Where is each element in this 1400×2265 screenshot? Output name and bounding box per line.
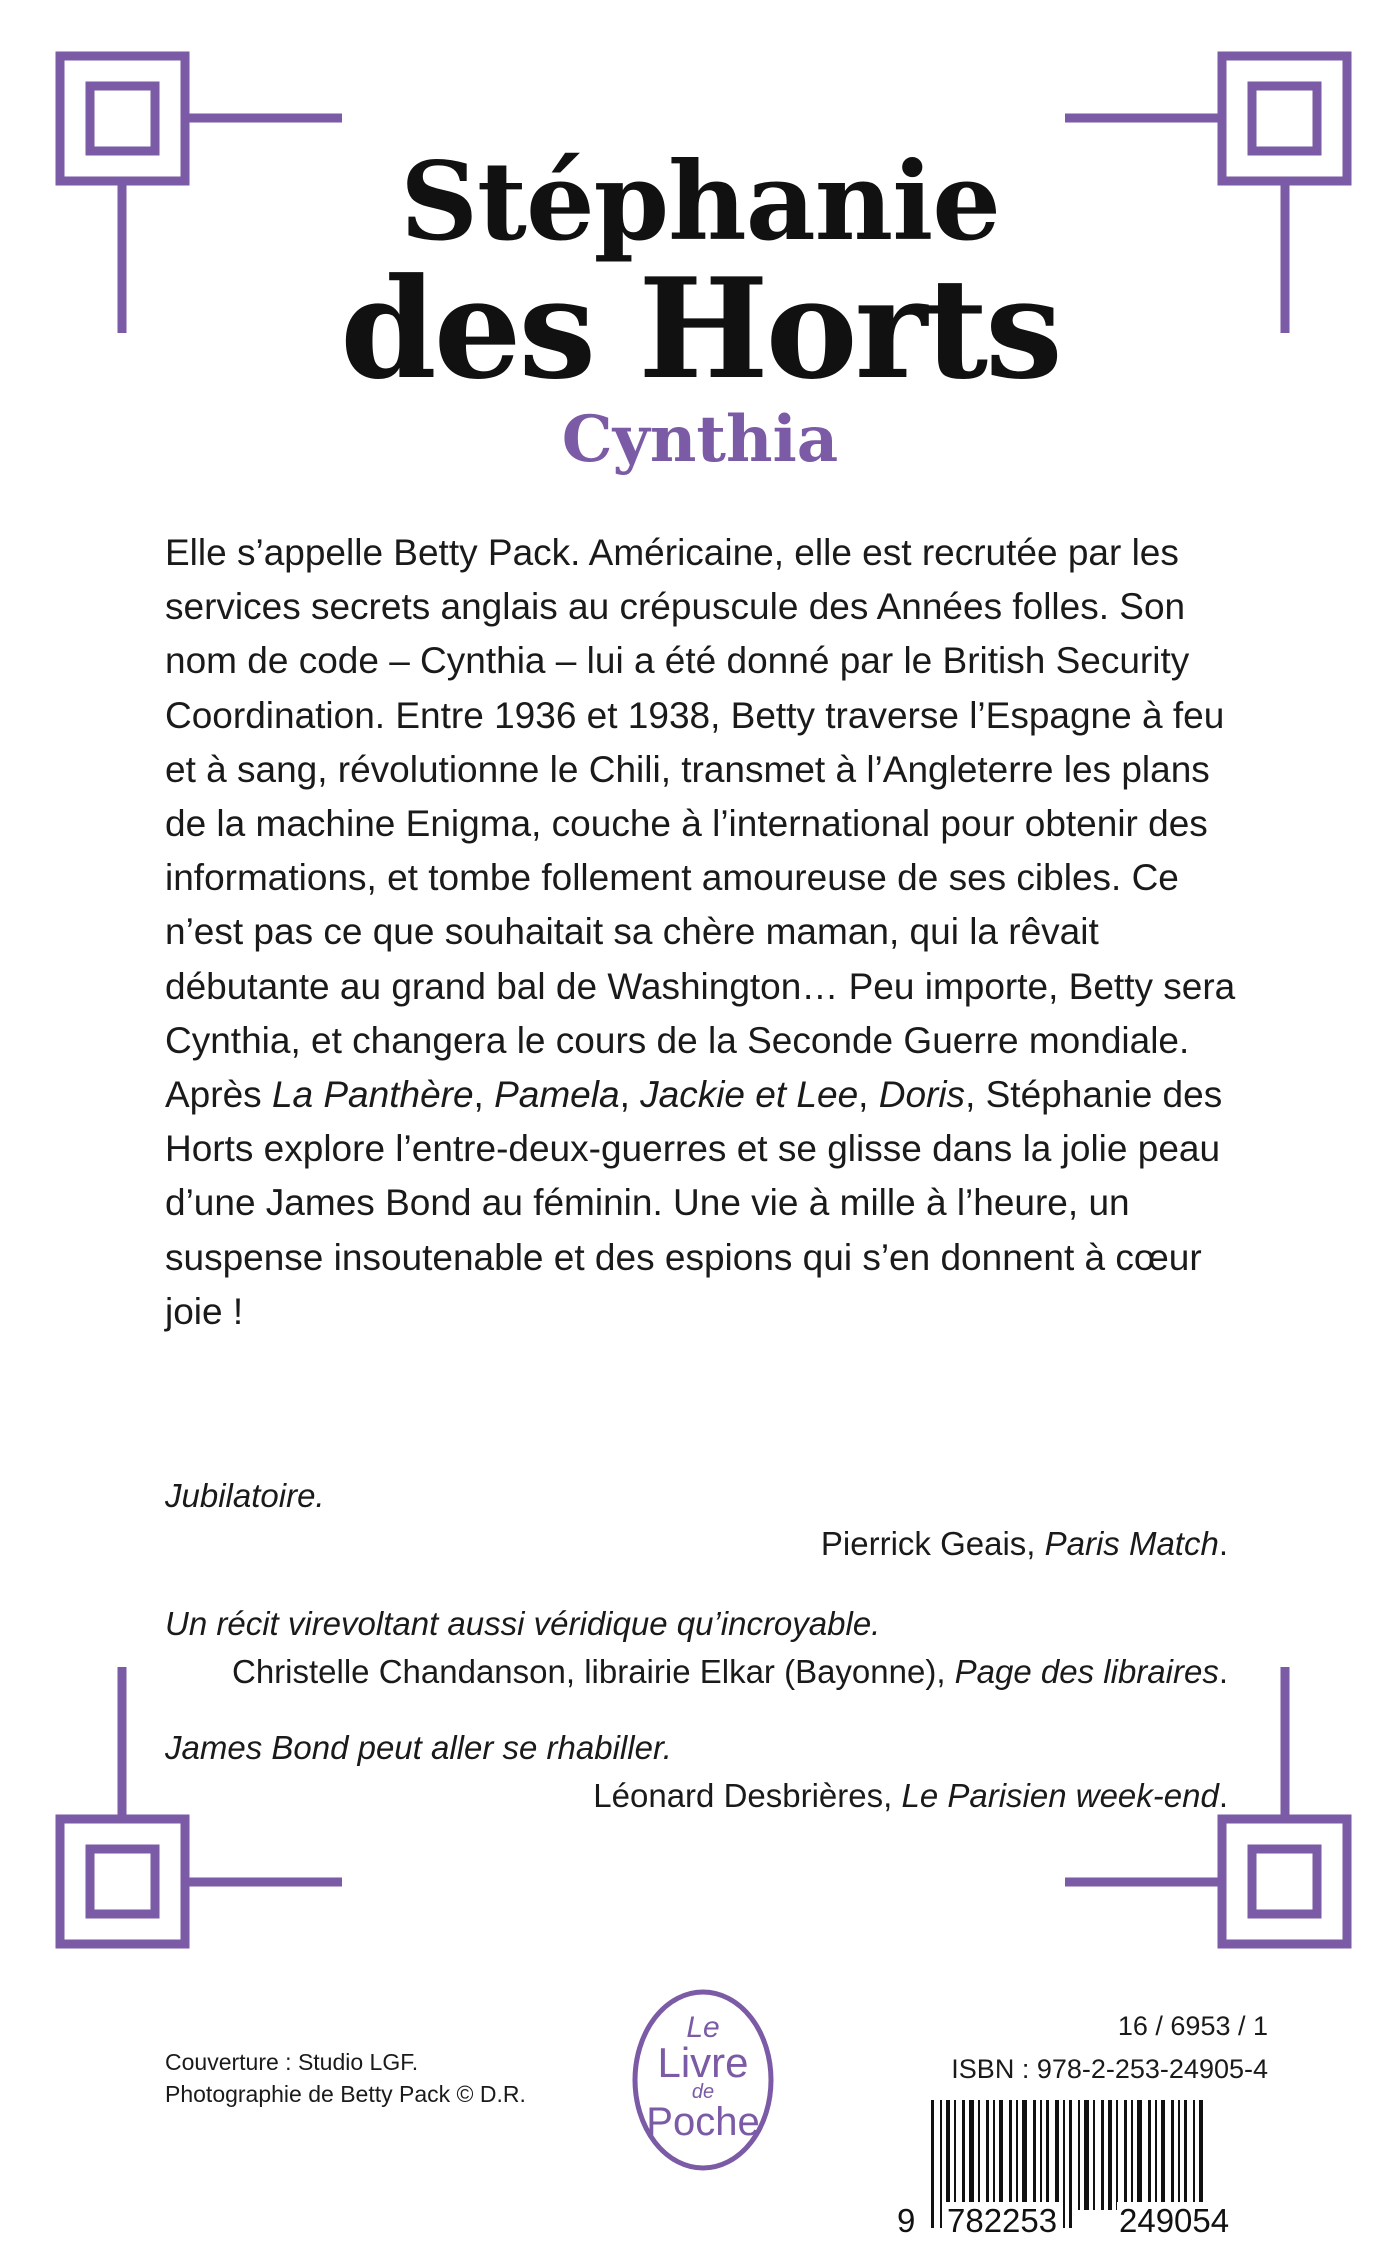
review-punct: . [1218, 1777, 1228, 1814]
barcode-bar [1178, 2100, 1180, 2210]
text-fragment: , Stéphanie des Horts explore l’entre-deux-guerres et se glisse dans la jolie peau d’une James Bond au féminin. Une vie à mille à l’heure, un suspense insoutenable et des espions qui s’en donnent à cœur joie ! [165, 1074, 1223, 1332]
review-source [165, 1772, 1228, 1820]
review-quote: Un récit virevoltant aussi véridique qu’incroyable. [165, 1605, 881, 1642]
barcode-bar [969, 2100, 974, 2210]
logo-text-le: Le [686, 2011, 720, 2044]
logo-text-livre: Livre [657, 2039, 749, 2086]
review-publication: Page des libraires [954, 1653, 1219, 1690]
barcode-bar [1009, 2100, 1012, 2210]
review-publication: Paris Match [1044, 1525, 1219, 1562]
review-author: Léonard Desbrières, [593, 1777, 902, 1814]
press-review [165, 1472, 1228, 1568]
barcode-digits [895, 2202, 1275, 2239]
review-source [165, 1648, 1228, 1696]
barcode-bar [1124, 2100, 1127, 2210]
synopsis-paragraph: Elle s’appelle Betty Pack. Américaine, elle est recrutée par les services secrets anglais au crépuscule des Années folles. Son nom de code – Cynthia – lui a été donné par le British Security Coordination. Entre 1936 et 1938, Betty traverse l’Espagne à feu et à sang, révolutionne le Chili, transmet à l’Angleterre les plans de la machine Enigma, couche à l’international pour obtenir des informations, et tombe follement amoureuse de ses cibles. Ce n’est pas ce que souhaitait sa chère maman, qui la rêvait débutante au grand bal de Washington… Peu importe, Betty sera Cynthia, et changera le cours de la Seconde Guerre mondiale. [165, 532, 1236, 1061]
review-source [165, 1520, 1228, 1568]
barcode-bar [1131, 2100, 1133, 2210]
text-fragment: , [619, 1074, 641, 1116]
barcode-bar [1116, 2100, 1118, 2210]
isbn: ISBN : 978-2-253-24905-4 [951, 2054, 1268, 2084]
barcode-right-group: 249054 [1119, 2202, 1230, 2239]
barcode-bar [1084, 2100, 1089, 2210]
barcode-bar [1184, 2100, 1187, 2210]
review-author: Pierrick Geais, [820, 1525, 1045, 1562]
text-fragment: Après [165, 1074, 272, 1116]
book-title: Cynthia [561, 402, 839, 477]
book-title-reference: Jackie et Lee [640, 1074, 859, 1116]
catalog-code: 16 / 6953 / 1 [1117, 2011, 1268, 2041]
barcode-bar [986, 2100, 989, 2210]
press-review [165, 1724, 1228, 1820]
barcode-bar [1016, 2100, 1018, 2210]
book-title-reference: La Panthère [271, 1074, 474, 1116]
review-quote: James Bond peut aller se rhabiller. [165, 1729, 672, 1766]
barcode-bar [954, 2100, 956, 2210]
barcode-bar [1155, 2100, 1157, 2210]
review-punct: . [1218, 1525, 1228, 1562]
barcode-bar [946, 2100, 950, 2210]
barcode-bar [1033, 2100, 1036, 2210]
barcode-bar [1108, 2100, 1112, 2210]
review-author: Christelle Chandanson, librairie Elkar (Bayonne), [231, 1653, 955, 1690]
synopsis [165, 526, 1245, 1339]
barcode-bar [1040, 2100, 1042, 2210]
cover-credits [165, 2046, 526, 2110]
barcode-bar [1171, 2100, 1174, 2210]
review-punct: . [1218, 1653, 1228, 1690]
barcode-bar [999, 2100, 1003, 2210]
logo-text-poche: Poche [646, 2100, 760, 2144]
barcode-bar [1046, 2100, 1049, 2210]
barcode-bar [978, 2100, 980, 2210]
synopsis-paragraph-other-books [165, 1068, 1245, 1339]
credit-line: Couverture : Studio LGF. [165, 2049, 419, 2075]
text-fragment: , [473, 1074, 495, 1116]
barcode-bar [1078, 2100, 1080, 2210]
review-quote: Jubilatoire. [165, 1477, 325, 1514]
press-review [165, 1600, 1228, 1696]
barcode-bar [1161, 2100, 1165, 2210]
barcode-bar [1148, 2100, 1151, 2210]
barcode-bar [1101, 2100, 1104, 2210]
barcode-first-digit: 9 [897, 2202, 916, 2239]
credit-line: Photographie de Betty Pack © D.R. [165, 2081, 526, 2107]
barcode-bar [1055, 2100, 1059, 2210]
review-publication: Le Parisien week-end [901, 1777, 1219, 1814]
barcode-bar [962, 2100, 965, 2210]
author-first-name: Stéphanie [400, 139, 1000, 265]
barcode-bar [1137, 2100, 1142, 2210]
barcode-bar [993, 2100, 995, 2210]
barcode-bar [1022, 2100, 1027, 2210]
barcode-bar [1093, 2100, 1095, 2210]
author-last-name: des Horts [340, 247, 1060, 410]
book-title-reference: Doris [878, 1074, 966, 1116]
logo-text-de: de [691, 2081, 715, 2103]
book-title-reference: Pamela [494, 1074, 620, 1116]
text-fragment: , [858, 1074, 879, 1116]
barcode-left-group: 782253 [947, 2202, 1058, 2239]
publisher-logo-icon [628, 1985, 778, 2175]
barcode [895, 2100, 1275, 2239]
